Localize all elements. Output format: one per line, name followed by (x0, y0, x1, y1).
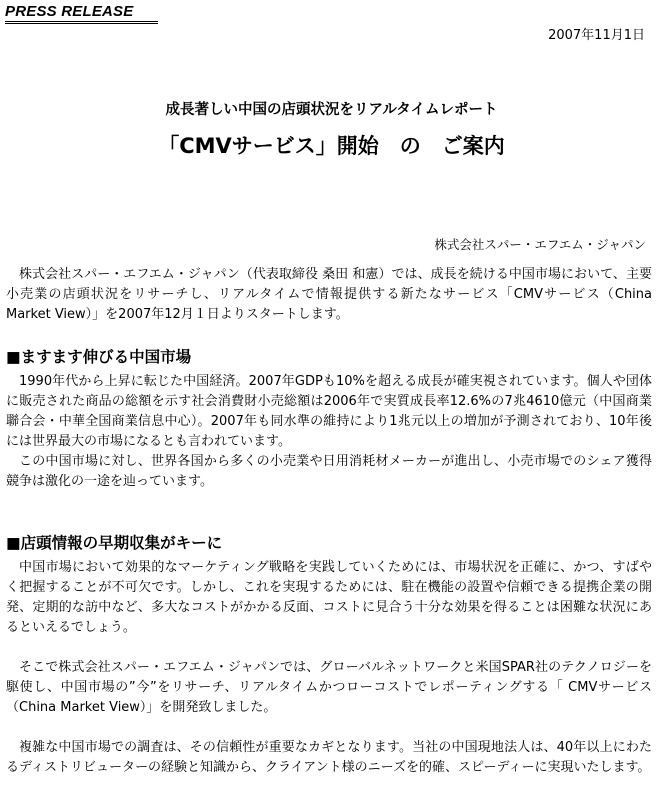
header-rule-top (5, 21, 158, 22)
subtitle: 成長著しい中国の店頭状況をリアルタイムレポート (165, 102, 498, 118)
page-title: 「CMVサービス」開始 の ご案内 (158, 134, 505, 158)
paragraph: 中国市場において効果的なマーケティング戦略を実践していくためには、市場状況を正確に、かつ、すばやく把握することが不可欠です。しかし、これを実現するためには、駐在機能の設置や信頼できる提携企業の開発、定期的な訪中など、多大なコストがかかる反面、コストに見合う十分な効果を得ることは困難な状況にあるといえるでしょう。 (6, 560, 652, 635)
section-body-store-info (6, 558, 652, 778)
company-name: 株式会社スパー・エフエム・ジャパン (434, 237, 646, 252)
paragraph: 複雑な中国市場での調査は、その信頼性が重要なカギとなります。当社の中国現地法人は、40年以上にわたるディストリビューターの経験と知識から、クライアント様のニーズを的確、スピーディーに実現いたします。 (6, 740, 652, 775)
header-rule-bottom (5, 23, 158, 24)
section-heading-store-info: ■店頭情報の早期収集がキーに (6, 534, 223, 552)
paragraph: 1990年代から上昇に転じた中国経済。2007年GDPも10%を超える成長が確実視されています。個人や団体に販売された商品の総額を示す社会消費財小売総額は2006年で実質成長率12.6%の7兆4610億元（中国商業聯合会・中華全国商業信息中心）。2007年も同水準の維持により1兆元以上の増加が予測されており、10年後には世界最大の市場になるとも言われています。 (6, 374, 652, 449)
intro-paragraph: 株式会社スパー・エフエム・ジャパン（代表取締役 桑田 和憲）では、成長を続ける中国市場において、主要小売業の店頭状況をリサーチし、リアルタイムで情報提供する新たなサービス「CMVサービス（China Market View）」を2007年12月１日よりスタートします。 (6, 267, 652, 322)
paragraph: そこで株式会社スパー・エフエム・ジャパンでは、グローバルネットワークと米国SPAR社のテクノロジーを駆使し、中国市場の”今”をリサーチ、リアルタイムかつローコストでレポーティングする「 CMVサービス（China Market View）」を開発致しました。 (6, 660, 652, 715)
release-date: 2007年11月1日 (548, 28, 645, 43)
section-body-market (6, 372, 652, 492)
intro-block (6, 265, 652, 325)
section-heading-market: ■ますます伸びる中国市場 (6, 348, 192, 366)
paragraph: この中国市場に対し、世界各国から多くの小売業や日用消耗材メーカーが進出し、小売市場でのシェア獲得競争は激化の一途を辿っています。 (6, 454, 652, 489)
press-release-label: PRESS RELEASE (5, 3, 134, 20)
